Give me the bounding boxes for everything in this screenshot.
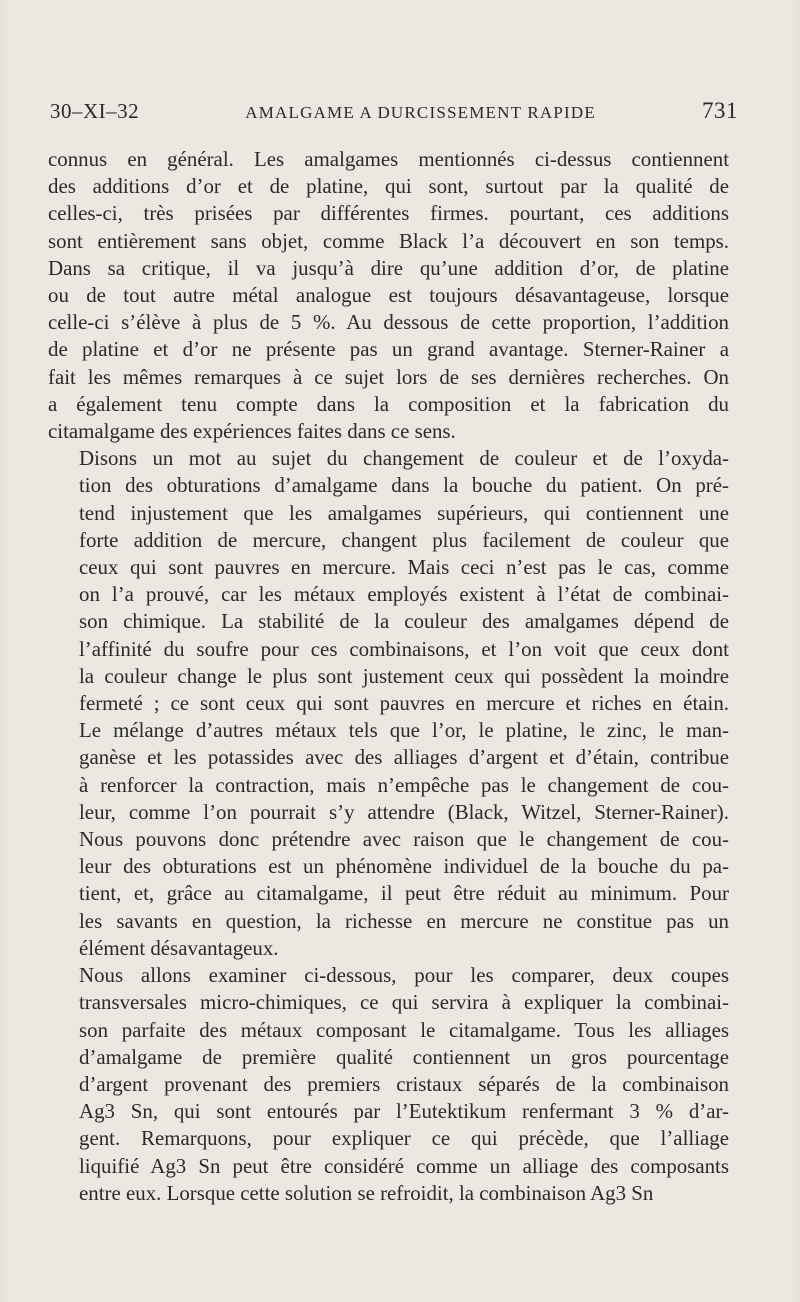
text-line: ganèse et les potassides avec des alliages d’argent et d’étain, contribue	[79, 745, 729, 770]
paragraph	[48, 445, 729, 962]
text-line: connus en général. Les amalgames mentionnés ci-dessus contiennent	[48, 147, 729, 171]
text-line: on l’a prouvé, car les métaux employés existent à l’état de combinai-	[79, 582, 729, 607]
paragraph	[48, 146, 729, 445]
text-line: citamalgame des expériences faites dans ce sens.	[48, 419, 456, 444]
text-line: transversales micro-chimiques, ce qui servira à expliquer la combinai-	[79, 990, 729, 1015]
text-line: fermeté ; ce sont ceux qui sont pauvres en mercure et riches en étain.	[79, 691, 729, 716]
text-line: de platine et d’or ne présente pas un grand avantage. Sterner-Rainer a	[48, 337, 729, 362]
text-line: son chimique. La stabilité de la couleur des amalgames dépend de	[79, 609, 729, 634]
text-line: leur des obturations est un phénomène individuel de la bouche du pa-	[79, 854, 729, 879]
text-line: Dans sa critique, il va jusqu’à dire qu’une addition d’or, de platine	[48, 255, 729, 280]
header-date: 30–XI–32	[50, 99, 140, 123]
text-line: a également tenu compte dans la composition et la fabrication du	[48, 391, 729, 416]
text-line: celles-ci, très prisées par différentes firmes. pourtant, ces additions	[48, 201, 729, 226]
text-line: ou de tout autre métal analogue est toujours désavantageuse, lorsque	[48, 283, 729, 308]
text-line: Ag3 Sn, qui sont entourés par l’Eutektikum renfermant 3 % d’ar-	[79, 1099, 729, 1124]
text-line: la couleur change le plus sont justement ceux qui possèdent la moindre	[79, 663, 729, 688]
text-line: liquifié Ag3 Sn peut être considéré comme un alliage des composants	[79, 1153, 729, 1178]
text-line: forte addition de mercure, changent plus facilement de couleur que	[79, 527, 729, 552]
text-line: à renforcer la contraction, mais n’empêche pas le changement de cou-	[79, 772, 729, 797]
text-line: tion des obturations d’amalgame dans la bouche du patient. On pré-	[79, 473, 729, 498]
text-line: des additions d’or et de platine, qui sont, surtout par la qualité de	[48, 174, 729, 199]
text-line: l’affinité du soufre pour ces combinaisons, et l’on voit que ceux dont	[79, 636, 729, 661]
text-line: celle-ci s’élève à plus de 5 %. Au dessous de cette proportion, l’addition	[48, 310, 729, 335]
text-line: fait les mêmes remarques à ce sujet lors de ses dernières recherches. On	[48, 364, 729, 389]
text-line: élément désavantageux.	[79, 935, 279, 960]
text-line: Le mélange d’autres métaux tels que l’or, le platine, le zinc, le man-	[79, 718, 729, 743]
text-line: ceux qui sont pauvres en mercure. Mais ceci n’est pas le cas, comme	[79, 555, 729, 580]
text-line: Nous allons examiner ci-dessous, pour les comparer, deux coupes	[79, 963, 729, 988]
text-line: gent. Remarquons, pour expliquer ce qui précède, que l’alliage	[79, 1126, 729, 1151]
text-line: les savants en question, la richesse en mercure ne constitue pas un	[79, 908, 729, 933]
text-line: d’argent provenant des premiers cristaux séparés de la combinaison	[79, 1071, 729, 1096]
text-line: tient, et, grâce au citamalgame, il peut être réduit au minimum. Pour	[79, 881, 729, 906]
text-line: tend injustement que les amalgames supérieurs, qui contiennent une	[79, 500, 729, 525]
running-header	[50, 98, 738, 124]
text-line: leur, comme l’on pourrait s’y attendre (Black, Witzel, Sterner-Rainer).	[79, 799, 729, 824]
text-line: son parfaite des métaux composant le citamalgame. Tous les alliages	[79, 1017, 729, 1042]
text-line: entre eux. Lorsque cette solution se refroidit, la combinaison Ag3 Sn	[79, 1180, 654, 1205]
page-body-text	[48, 146, 729, 1207]
text-line: sont entièrement sans objet, comme Black l’a découvert en son temps.	[48, 228, 729, 253]
text-line: Disons un mot au sujet du changement de couleur et de l’oxyda-	[79, 446, 729, 471]
header-title: AMALGAME A DURCISSEMENT RAPIDE	[245, 103, 596, 122]
page-number: 731	[702, 98, 738, 123]
text-line: d’amalgame de première qualité contiennent un gros pourcentage	[79, 1044, 729, 1069]
text-line: Nous pouvons donc prétendre avec raison que le changement de cou-	[79, 827, 729, 852]
paragraph	[48, 962, 729, 1207]
